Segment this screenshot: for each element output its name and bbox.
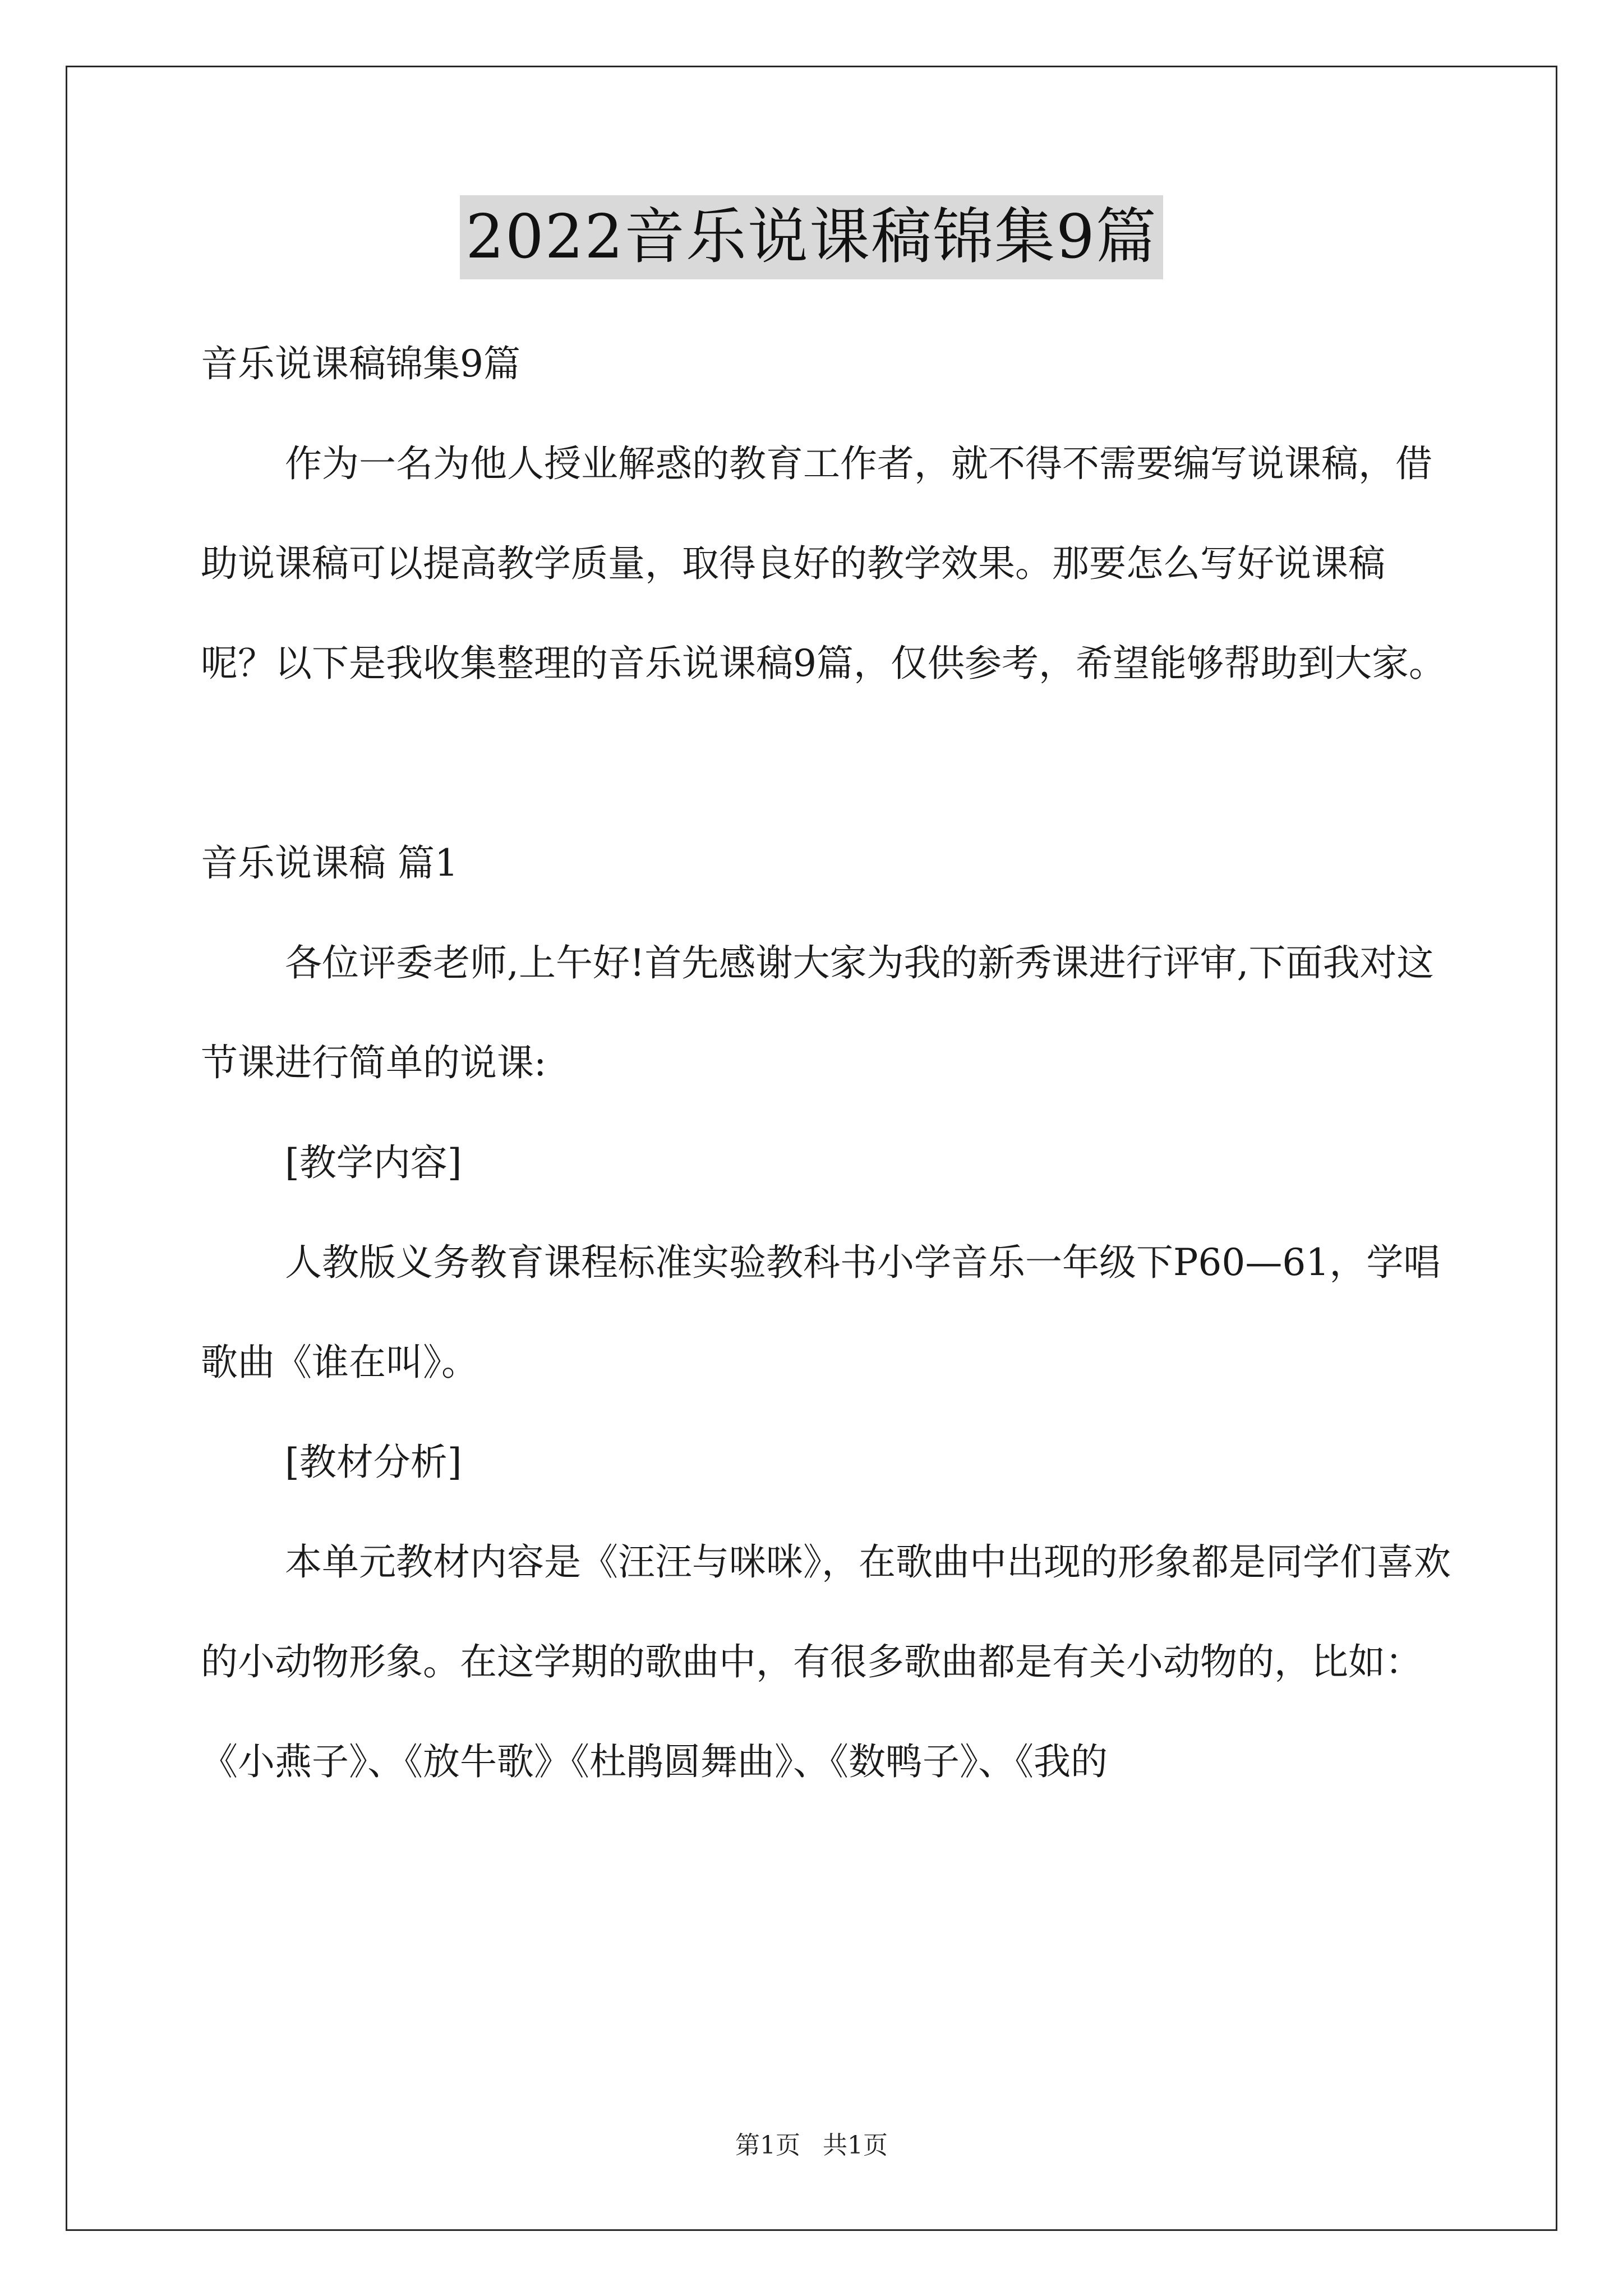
paragraph-gap bbox=[201, 714, 1457, 813]
section-heading: 音乐说课稿 篇1 bbox=[201, 841, 458, 885]
title-container bbox=[0, 195, 1623, 279]
analysis-paragraph: 本单元教材内容是《汪汪与咪咪》，在歌曲中出现的形象都是同学们喜欢的小动物形象。在这学期的歌曲中，有很多歌曲都是有关小动物的，比如：《小燕子》、《放牛歌》《杜鹃圆舞曲》、《数鸭子》、《我的 bbox=[201, 1540, 1451, 1783]
document-title: 2022音乐说课稿锦集9篇 bbox=[460, 195, 1163, 279]
content-heading: [教学内容] bbox=[285, 1141, 462, 1184]
subtitle: 音乐说课稿锦集9篇 bbox=[201, 342, 520, 385]
greeting-paragraph: 各位评委老师,上午好!首先感谢大家为我的新秀课进行评审,下面我对这节课进行简单的说课: bbox=[201, 941, 1434, 1084]
page-footer bbox=[0, 2129, 1623, 2162]
content-paragraph: 人教版义务教育课程标准实验教科书小学音乐一年级下P60—61，学唱歌曲《谁在叫》。 bbox=[201, 1241, 1441, 1384]
page-total: 共1页 bbox=[823, 2131, 888, 2160]
document-body bbox=[201, 314, 1457, 1812]
analysis-heading: [教材分析] bbox=[285, 1441, 462, 1484]
page-number: 第1页 bbox=[735, 2131, 800, 2160]
intro-paragraph: 作为一名为他人授业解惑的教育工作者，就不得不需要编写说课稿，借助说课稿可以提高教学质量，取得良好的教学效果。那要怎么写好说课稿呢？以下是我收集整理的音乐说课稿9篇，仅供参考，希望能够帮助到大家。 bbox=[201, 442, 1446, 685]
